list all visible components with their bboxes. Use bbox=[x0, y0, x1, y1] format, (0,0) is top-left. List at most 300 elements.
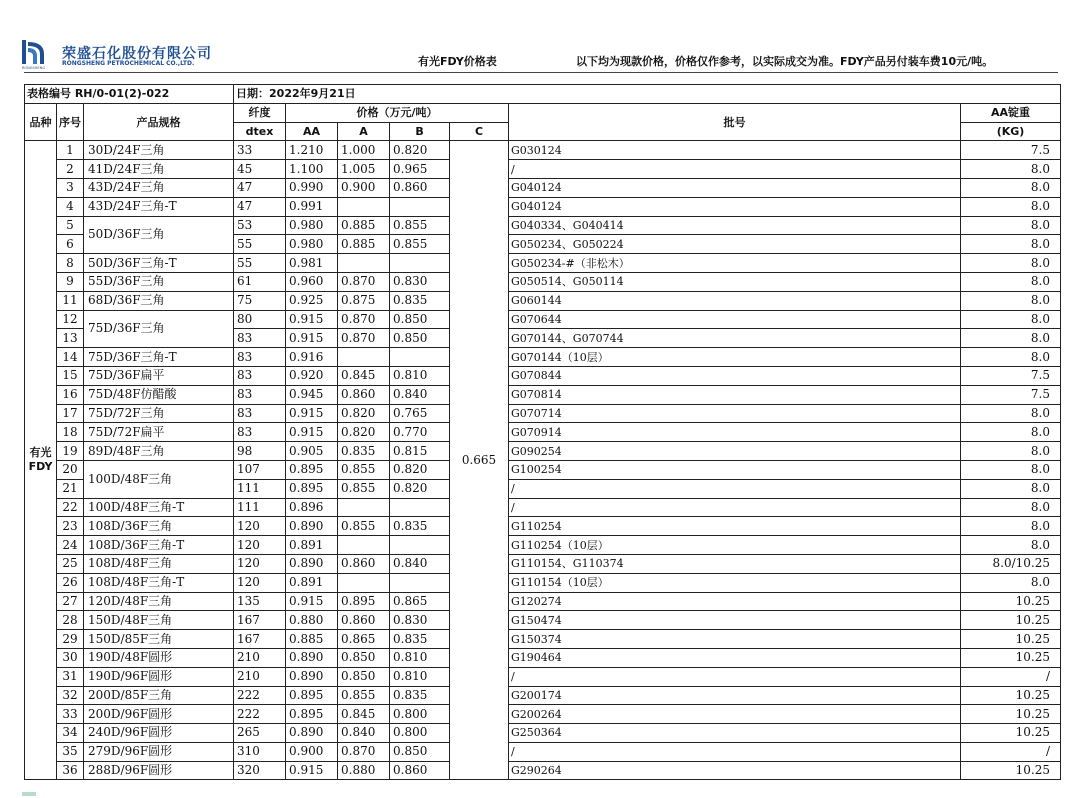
row-spec: 120D/48F三角 bbox=[84, 592, 234, 611]
table-row bbox=[25, 761, 1061, 780]
row-price-aa: 0.980 bbox=[286, 235, 338, 254]
row-price-aa: 0.890 bbox=[286, 724, 338, 743]
table-row bbox=[25, 648, 1061, 667]
row-batch: G050514、G050114 bbox=[509, 272, 961, 291]
row-dtex: 55 bbox=[234, 235, 286, 254]
table-row bbox=[25, 160, 1061, 179]
row-dtex: 75 bbox=[234, 291, 286, 310]
table-row bbox=[25, 291, 1061, 310]
row-dtex: 53 bbox=[234, 216, 286, 235]
row-batch: / bbox=[509, 498, 961, 517]
row-batch: G060144 bbox=[509, 291, 961, 310]
row-price-a: 0.870 bbox=[338, 310, 390, 329]
table-row bbox=[25, 442, 1061, 461]
row-spec: 279D/96F圆形 bbox=[84, 742, 234, 761]
row-spec: 75D/36F三角 bbox=[84, 310, 234, 348]
row-price-aa: 0.880 bbox=[286, 611, 338, 630]
row-dtex: 135 bbox=[234, 592, 286, 611]
row-price-a: 0.860 bbox=[338, 554, 390, 573]
row-spec: 68D/36F三角 bbox=[84, 291, 234, 310]
row-dtex: 111 bbox=[234, 498, 286, 517]
row-spec: 41D/24F三角 bbox=[84, 160, 234, 179]
row-price-b: 0.835 bbox=[390, 630, 450, 649]
row-price-a: 0.885 bbox=[338, 216, 390, 235]
row-price-aa: 0.915 bbox=[286, 329, 338, 348]
row-dtex: 120 bbox=[234, 554, 286, 573]
price-table bbox=[24, 84, 1061, 780]
row-dtex: 47 bbox=[234, 197, 286, 216]
table-row bbox=[25, 348, 1061, 367]
row-dtex: 80 bbox=[234, 310, 286, 329]
row-weight: 8.0 bbox=[961, 573, 1061, 592]
row-no: 26 bbox=[57, 573, 84, 592]
row-price-aa: 0.915 bbox=[286, 423, 338, 442]
col-spec: 产品规格 bbox=[84, 103, 234, 141]
col-weight-unit: (KG) bbox=[961, 122, 1061, 141]
row-price-b: 0.810 bbox=[390, 366, 450, 385]
row-price-aa: 0.890 bbox=[286, 554, 338, 573]
row-price-b bbox=[390, 254, 450, 273]
row-no: 2 bbox=[57, 160, 84, 179]
row-spec: 100D/48F三角 bbox=[84, 460, 234, 498]
table-row bbox=[25, 460, 1061, 479]
table-row bbox=[25, 611, 1061, 630]
row-batch: G200264 bbox=[509, 705, 961, 724]
row-weight: 8.0 bbox=[961, 216, 1061, 235]
row-no: 15 bbox=[57, 366, 84, 385]
row-batch: G110154（10层） bbox=[509, 573, 961, 592]
row-price-b: 0.850 bbox=[390, 329, 450, 348]
row-price-b: 0.830 bbox=[390, 272, 450, 291]
row-weight: 8.0 bbox=[961, 329, 1061, 348]
row-batch: G110254 bbox=[509, 517, 961, 536]
row-weight: 8.0 bbox=[961, 517, 1061, 536]
row-spec: 240D/96F圆形 bbox=[84, 724, 234, 743]
row-price-a: 0.820 bbox=[338, 423, 390, 442]
row-dtex: 210 bbox=[234, 667, 286, 686]
row-batch: G070814 bbox=[509, 385, 961, 404]
price-table-body bbox=[25, 85, 1061, 780]
row-price-b bbox=[390, 573, 450, 592]
row-price-aa: 1.210 bbox=[286, 141, 338, 160]
row-batch: G100254 bbox=[509, 460, 961, 479]
row-weight: 8.0 bbox=[961, 498, 1061, 517]
row-price-aa: 0.891 bbox=[286, 536, 338, 555]
col-batch: 批号 bbox=[509, 103, 961, 141]
row-weight: 8.0 bbox=[961, 197, 1061, 216]
table-row bbox=[25, 404, 1061, 423]
row-no: 35 bbox=[57, 742, 84, 761]
row-batch: G040334、G040414 bbox=[509, 216, 961, 235]
row-no: 9 bbox=[57, 272, 84, 291]
row-weight: 8.0 bbox=[961, 460, 1061, 479]
row-spec: 150D/85F三角 bbox=[84, 630, 234, 649]
row-price-aa: 0.891 bbox=[286, 573, 338, 592]
form-number: 表格编号 RH/0-01(2)-022 bbox=[25, 85, 234, 104]
row-no: 13 bbox=[57, 329, 84, 348]
row-price-aa: 0.991 bbox=[286, 197, 338, 216]
row-price-aa: 0.915 bbox=[286, 592, 338, 611]
row-price-b: 0.830 bbox=[390, 611, 450, 630]
row-batch: / bbox=[509, 479, 961, 498]
row-spec: 50D/36F三角-T bbox=[84, 254, 234, 273]
row-dtex: 83 bbox=[234, 404, 286, 423]
row-spec: 150D/48F三角 bbox=[84, 611, 234, 630]
row-price-b: 0.820 bbox=[390, 141, 450, 160]
row-price-a: 0.880 bbox=[338, 761, 390, 780]
row-weight: 8.0 bbox=[961, 404, 1061, 423]
table-row bbox=[25, 536, 1061, 555]
row-price-b bbox=[390, 348, 450, 367]
row-weight: 8.0 bbox=[961, 235, 1061, 254]
row-price-b: 0.865 bbox=[390, 592, 450, 611]
document-header bbox=[0, 0, 1080, 84]
row-price-b: 0.835 bbox=[390, 291, 450, 310]
row-batch: G150374 bbox=[509, 630, 961, 649]
row-weight: 7.5 bbox=[961, 141, 1061, 160]
table-row bbox=[25, 498, 1061, 517]
category-cell: 有光FDY bbox=[25, 141, 57, 780]
row-batch: G070844 bbox=[509, 366, 961, 385]
row-dtex: 167 bbox=[234, 611, 286, 630]
table-row bbox=[25, 178, 1061, 197]
row-price-aa: 0.895 bbox=[286, 686, 338, 705]
row-price-b: 0.850 bbox=[390, 742, 450, 761]
col-no: 序号 bbox=[57, 103, 84, 141]
row-dtex: 222 bbox=[234, 705, 286, 724]
row-price-b: 0.810 bbox=[390, 648, 450, 667]
table-row bbox=[25, 630, 1061, 649]
row-price-b: 0.855 bbox=[390, 235, 450, 254]
row-price-aa: 0.916 bbox=[286, 348, 338, 367]
row-dtex: 265 bbox=[234, 724, 286, 743]
row-spec: 108D/48F三角-T bbox=[84, 573, 234, 592]
row-price-a: 0.870 bbox=[338, 272, 390, 291]
row-weight: 8.0 bbox=[961, 160, 1061, 179]
row-price-a bbox=[338, 348, 390, 367]
row-price-aa: 0.945 bbox=[286, 385, 338, 404]
row-price-a bbox=[338, 536, 390, 555]
row-price-a: 0.855 bbox=[338, 460, 390, 479]
col-fineness: 纤度 bbox=[234, 103, 286, 122]
row-dtex: 210 bbox=[234, 648, 286, 667]
row-price-b: 0.835 bbox=[390, 517, 450, 536]
row-price-aa: 0.925 bbox=[286, 291, 338, 310]
row-dtex: 107 bbox=[234, 460, 286, 479]
row-price-aa: 0.905 bbox=[286, 442, 338, 461]
row-price-aa: 0.895 bbox=[286, 705, 338, 724]
row-price-b: 0.860 bbox=[390, 761, 450, 780]
row-batch: G070644 bbox=[509, 310, 961, 329]
table-row bbox=[25, 705, 1061, 724]
row-no: 27 bbox=[57, 592, 84, 611]
row-price-b: 0.840 bbox=[390, 385, 450, 404]
row-weight: 8.0 bbox=[961, 310, 1061, 329]
row-spec: 75D/36F扁平 bbox=[84, 366, 234, 385]
price-c-cell: 0.665 bbox=[450, 141, 509, 780]
row-weight: 10.25 bbox=[961, 761, 1061, 780]
table-row bbox=[25, 254, 1061, 273]
row-batch: / bbox=[509, 667, 961, 686]
col-price: 价格（万元/吨） bbox=[286, 103, 509, 122]
row-spec: 75D/48F仿醋酸 bbox=[84, 385, 234, 404]
row-spec: 108D/48F三角 bbox=[84, 554, 234, 573]
row-spec: 100D/48F三角-T bbox=[84, 498, 234, 517]
row-batch: G050234-#（非松木） bbox=[509, 254, 961, 273]
row-price-b: 0.770 bbox=[390, 423, 450, 442]
table-row bbox=[25, 141, 1061, 160]
row-spec: 50D/36F三角 bbox=[84, 216, 234, 254]
company-name-cn: 荣盛石化股份有限公司 bbox=[62, 46, 212, 62]
row-batch: G070144、G070744 bbox=[509, 329, 961, 348]
row-price-b: 0.840 bbox=[390, 554, 450, 573]
row-price-b: 0.815 bbox=[390, 442, 450, 461]
row-spec: 30D/24F三角 bbox=[84, 141, 234, 160]
row-batch: G190464 bbox=[509, 648, 961, 667]
row-batch: G030124 bbox=[509, 141, 961, 160]
row-dtex: 120 bbox=[234, 573, 286, 592]
col-c: C bbox=[450, 122, 509, 141]
row-no: 6 bbox=[57, 235, 84, 254]
row-weight: 7.5 bbox=[961, 385, 1061, 404]
row-dtex: 47 bbox=[234, 178, 286, 197]
row-price-aa: 1.100 bbox=[286, 160, 338, 179]
row-batch: G050234、G050224 bbox=[509, 235, 961, 254]
row-no: 22 bbox=[57, 498, 84, 517]
row-price-b: 0.855 bbox=[390, 216, 450, 235]
row-dtex: 61 bbox=[234, 272, 286, 291]
table-row bbox=[25, 517, 1061, 536]
row-price-aa: 0.896 bbox=[286, 498, 338, 517]
row-dtex: 83 bbox=[234, 423, 286, 442]
row-price-a: 0.845 bbox=[338, 366, 390, 385]
row-price-aa: 0.895 bbox=[286, 479, 338, 498]
row-batch: G150474 bbox=[509, 611, 961, 630]
row-spec: 75D/72F扁平 bbox=[84, 423, 234, 442]
row-price-a: 0.855 bbox=[338, 686, 390, 705]
row-dtex: 310 bbox=[234, 742, 286, 761]
row-price-aa: 0.890 bbox=[286, 517, 338, 536]
row-batch: G250364 bbox=[509, 724, 961, 743]
table-row bbox=[25, 724, 1061, 743]
row-no: 14 bbox=[57, 348, 84, 367]
row-spec: 190D/96F圆形 bbox=[84, 667, 234, 686]
row-dtex: 83 bbox=[234, 385, 286, 404]
row-dtex: 55 bbox=[234, 254, 286, 273]
row-spec: 190D/48F圆形 bbox=[84, 648, 234, 667]
row-price-a: 0.855 bbox=[338, 479, 390, 498]
row-dtex: 83 bbox=[234, 329, 286, 348]
row-no: 20 bbox=[57, 460, 84, 479]
row-price-b bbox=[390, 197, 450, 216]
row-weight: 8.0 bbox=[961, 442, 1061, 461]
row-price-a: 0.850 bbox=[338, 648, 390, 667]
row-price-b bbox=[390, 536, 450, 555]
row-price-aa: 0.920 bbox=[286, 366, 338, 385]
row-price-a: 1.000 bbox=[338, 141, 390, 160]
row-dtex: 222 bbox=[234, 686, 286, 705]
row-no: 18 bbox=[57, 423, 84, 442]
row-spec: 200D/85F三角 bbox=[84, 686, 234, 705]
row-weight: 10.25 bbox=[961, 630, 1061, 649]
row-spec: 200D/96F圆形 bbox=[84, 705, 234, 724]
document-title: 有光FDY价格表 bbox=[418, 55, 497, 68]
row-price-a bbox=[338, 498, 390, 517]
row-spec: 108D/36F三角-T bbox=[84, 536, 234, 555]
table-row bbox=[25, 272, 1061, 291]
row-price-b: 0.800 bbox=[390, 724, 450, 743]
col-weight: AA锭重 bbox=[961, 103, 1061, 122]
table-row bbox=[25, 742, 1061, 761]
table-row bbox=[25, 385, 1061, 404]
row-spec: 43D/24F三角-T bbox=[84, 197, 234, 216]
row-price-a bbox=[338, 573, 390, 592]
row-no: 33 bbox=[57, 705, 84, 724]
row-no: 23 bbox=[57, 517, 84, 536]
row-weight: 8.0 bbox=[961, 178, 1061, 197]
row-weight: 10.25 bbox=[961, 686, 1061, 705]
row-price-aa: 0.900 bbox=[286, 742, 338, 761]
row-no: 32 bbox=[57, 686, 84, 705]
row-no: 1 bbox=[57, 141, 84, 160]
row-spec: 75D/36F三角-T bbox=[84, 348, 234, 367]
table-row bbox=[25, 310, 1061, 329]
row-weight: 10.25 bbox=[961, 705, 1061, 724]
col-a: A bbox=[338, 122, 390, 141]
row-price-aa: 0.885 bbox=[286, 630, 338, 649]
row-price-a: 0.860 bbox=[338, 611, 390, 630]
row-price-b: 0.860 bbox=[390, 178, 450, 197]
row-weight: 10.25 bbox=[961, 724, 1061, 743]
row-price-aa: 0.890 bbox=[286, 667, 338, 686]
rongsheng-logo-icon bbox=[22, 40, 58, 70]
row-batch: G040124 bbox=[509, 197, 961, 216]
row-spec: 288D/96F圆形 bbox=[84, 761, 234, 780]
row-no: 19 bbox=[57, 442, 84, 461]
row-price-a: 0.895 bbox=[338, 592, 390, 611]
row-price-b bbox=[390, 498, 450, 517]
col-category: 品种 bbox=[25, 103, 57, 141]
row-price-b: 0.820 bbox=[390, 479, 450, 498]
row-dtex: 33 bbox=[234, 141, 286, 160]
row-weight: / bbox=[961, 742, 1061, 761]
row-weight: 8.0/10.25 bbox=[961, 554, 1061, 573]
row-dtex: 83 bbox=[234, 348, 286, 367]
row-weight: 8.0 bbox=[961, 348, 1061, 367]
row-price-b: 0.765 bbox=[390, 404, 450, 423]
row-no: 4 bbox=[57, 197, 84, 216]
row-price-a bbox=[338, 254, 390, 273]
row-batch: G040124 bbox=[509, 178, 961, 197]
row-price-a: 0.845 bbox=[338, 705, 390, 724]
row-price-aa: 0.980 bbox=[286, 216, 338, 235]
row-weight: 10.25 bbox=[961, 611, 1061, 630]
row-weight: 7.5 bbox=[961, 366, 1061, 385]
row-weight: 10.25 bbox=[961, 648, 1061, 667]
row-spec: 43D/24F三角 bbox=[84, 178, 234, 197]
col-aa: AA bbox=[286, 122, 338, 141]
row-price-a bbox=[338, 197, 390, 216]
row-dtex: 120 bbox=[234, 517, 286, 536]
row-dtex: 320 bbox=[234, 761, 286, 780]
row-price-a: 0.885 bbox=[338, 235, 390, 254]
row-no: 28 bbox=[57, 611, 84, 630]
row-spec: 108D/36F三角 bbox=[84, 517, 234, 536]
row-price-b: 0.850 bbox=[390, 310, 450, 329]
row-dtex: 120 bbox=[234, 536, 286, 555]
row-price-aa: 0.895 bbox=[286, 460, 338, 479]
row-batch: / bbox=[509, 742, 961, 761]
row-price-aa: 0.915 bbox=[286, 761, 338, 780]
row-price-a: 0.870 bbox=[338, 742, 390, 761]
row-no: 31 bbox=[57, 667, 84, 686]
table-row bbox=[25, 686, 1061, 705]
row-price-b: 0.820 bbox=[390, 460, 450, 479]
row-price-a: 0.855 bbox=[338, 517, 390, 536]
price-notice: 以下均为现款价格，价格仅作参考，以实际成交为准。FDY产品另付装车费10元/吨。 bbox=[576, 55, 994, 68]
row-no: 16 bbox=[57, 385, 84, 404]
row-no: 5 bbox=[57, 216, 84, 235]
row-weight: 8.0 bbox=[961, 272, 1061, 291]
row-price-b: 0.800 bbox=[390, 705, 450, 724]
row-price-aa: 0.981 bbox=[286, 254, 338, 273]
table-row bbox=[25, 554, 1061, 573]
row-no: 24 bbox=[57, 536, 84, 555]
row-price-a: 0.865 bbox=[338, 630, 390, 649]
row-price-a: 0.875 bbox=[338, 291, 390, 310]
row-batch: G110254（10层） bbox=[509, 536, 961, 555]
row-price-a: 0.850 bbox=[338, 667, 390, 686]
table-row bbox=[25, 216, 1061, 235]
row-no: 17 bbox=[57, 404, 84, 423]
col-b: B bbox=[390, 122, 450, 141]
table-row bbox=[25, 667, 1061, 686]
row-spec: 55D/36F三角 bbox=[84, 272, 234, 291]
row-price-a: 1.005 bbox=[338, 160, 390, 179]
row-no: 29 bbox=[57, 630, 84, 649]
header-divider bbox=[24, 72, 1058, 73]
row-price-b: 0.965 bbox=[390, 160, 450, 179]
row-dtex: 83 bbox=[234, 366, 286, 385]
row-batch: / bbox=[509, 160, 961, 179]
col-fineness-unit: dtex bbox=[234, 122, 286, 141]
row-weight: 8.0 bbox=[961, 479, 1061, 498]
row-batch: G070914 bbox=[509, 423, 961, 442]
table-row bbox=[25, 573, 1061, 592]
row-price-a: 0.840 bbox=[338, 724, 390, 743]
meta-row bbox=[25, 85, 1061, 104]
row-no: 36 bbox=[57, 761, 84, 780]
row-price-b: 0.810 bbox=[390, 667, 450, 686]
row-no: 34 bbox=[57, 724, 84, 743]
row-batch: G070144（10层） bbox=[509, 348, 961, 367]
row-price-a: 0.900 bbox=[338, 178, 390, 197]
row-weight: 10.25 bbox=[961, 592, 1061, 611]
row-spec: 75D/72F三角 bbox=[84, 404, 234, 423]
row-price-aa: 0.960 bbox=[286, 272, 338, 291]
row-price-a: 0.820 bbox=[338, 404, 390, 423]
company-name-en: RONGSHENG PETROCHEMICAL CO.,LTD. bbox=[62, 60, 195, 67]
row-weight: 8.0 bbox=[961, 291, 1061, 310]
row-no: 12 bbox=[57, 310, 84, 329]
row-price-aa: 0.915 bbox=[286, 310, 338, 329]
row-batch: G120274 bbox=[509, 592, 961, 611]
row-price-aa: 0.890 bbox=[286, 648, 338, 667]
row-no: 25 bbox=[57, 554, 84, 573]
row-weight: 8.0 bbox=[961, 536, 1061, 555]
row-no: 8 bbox=[57, 254, 84, 273]
row-weight: 8.0 bbox=[961, 254, 1061, 273]
